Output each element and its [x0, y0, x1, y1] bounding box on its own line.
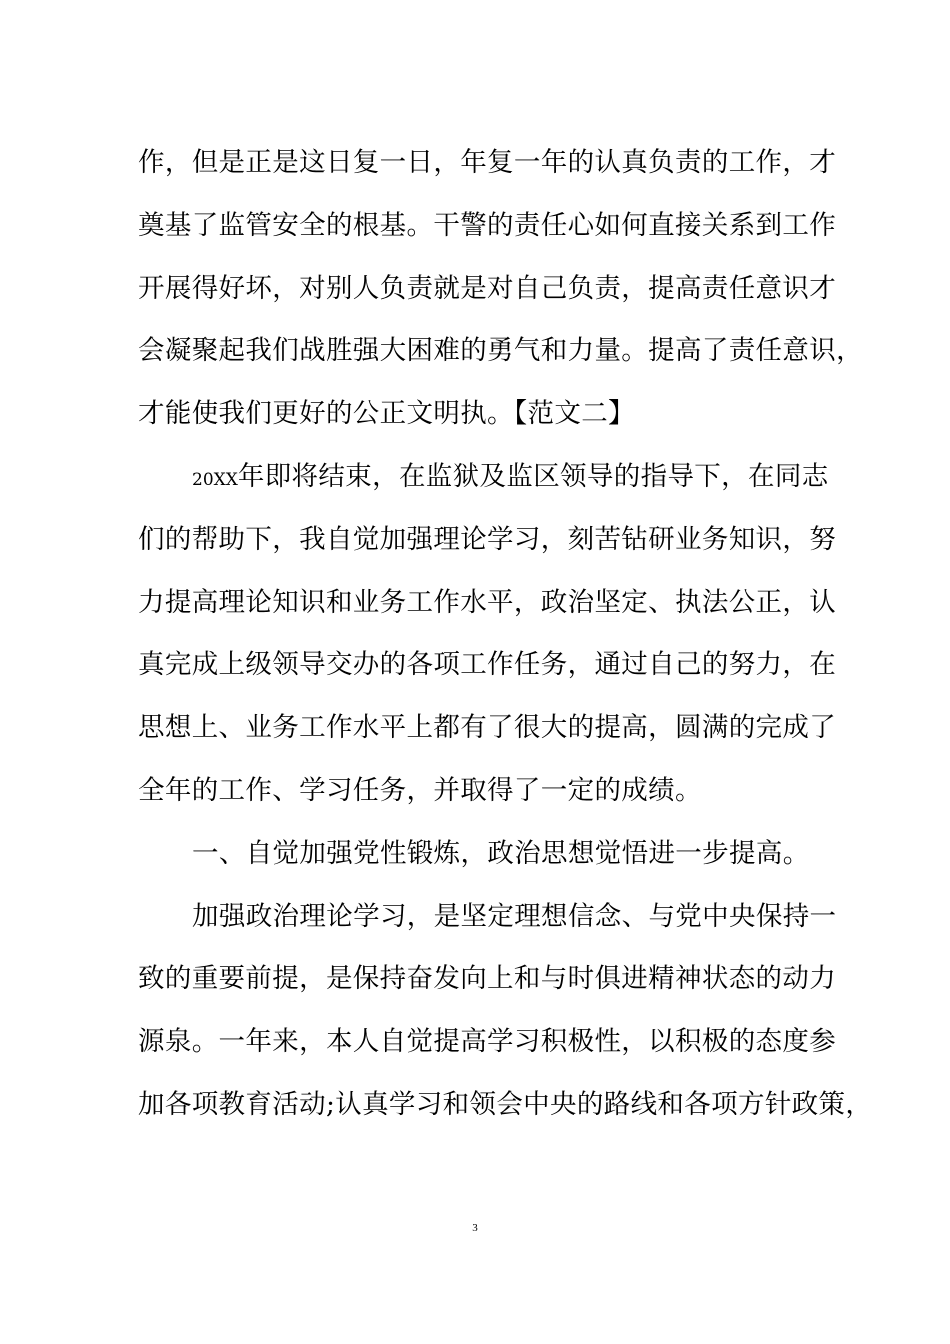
body-text — [138, 138, 873, 1143]
section-heading: 一、自觉加强党性锻炼，政治思想觉悟进一步提高。 — [192, 837, 810, 869]
text-line: 奠基了监管安全的根基。干警的责任心如何直接关系到工作 — [138, 209, 837, 241]
text-line: 加各项教育活动;认真学习和领会中央的路线和各项方针政策， — [138, 1088, 873, 1120]
text-line: 作，但是正是这日复一日，年复一年的认真负责的工作，才 — [138, 147, 837, 178]
text-line: 源泉。一年来，本人自觉提高学习积极性，以积极的态度参 — [138, 1026, 837, 1058]
text-line: 思想上、业务工作水平上都有了很大的提高，圆满的完成了 — [138, 712, 837, 744]
text-line: 真完成上级领导交办的各项工作任务，通过自己的努力，在 — [138, 649, 837, 681]
text-line: 会凝聚起我们战胜强大困难的勇气和力量。提高了责任意识， — [138, 335, 863, 367]
text-line: 才能使我们更好的公正文明执。【范文二】 — [138, 398, 635, 430]
text-line: 们的帮助下，我自觉加强理论学习，刻苦钻研业务知识，努 — [138, 523, 837, 555]
text-line: 力提高理论知识和业务工作水平，政治坚定、执法公正，认 — [138, 586, 837, 618]
text-line: 开展得好坏，对别人负责就是对自己负责，提高责任意识才 — [138, 272, 837, 304]
text-line: 致的重要前提，是保持奋发向上和与时俱进精神状态的动力 — [138, 963, 837, 995]
paragraph-start-line: 加强政治理论学习，是坚定理想信念、与党中央保持一 — [192, 900, 837, 932]
text-line: 年即将结束，在监狱及监区领导的指导下，在同志 — [237, 460, 829, 492]
text-line: 全年的工作、学习任务，并取得了一定的成绩。 — [138, 774, 702, 806]
year-prefix: 20XX — [192, 469, 238, 490]
page-number: 3 — [472, 1222, 478, 1234]
paragraph-start-line — [138, 452, 838, 515]
